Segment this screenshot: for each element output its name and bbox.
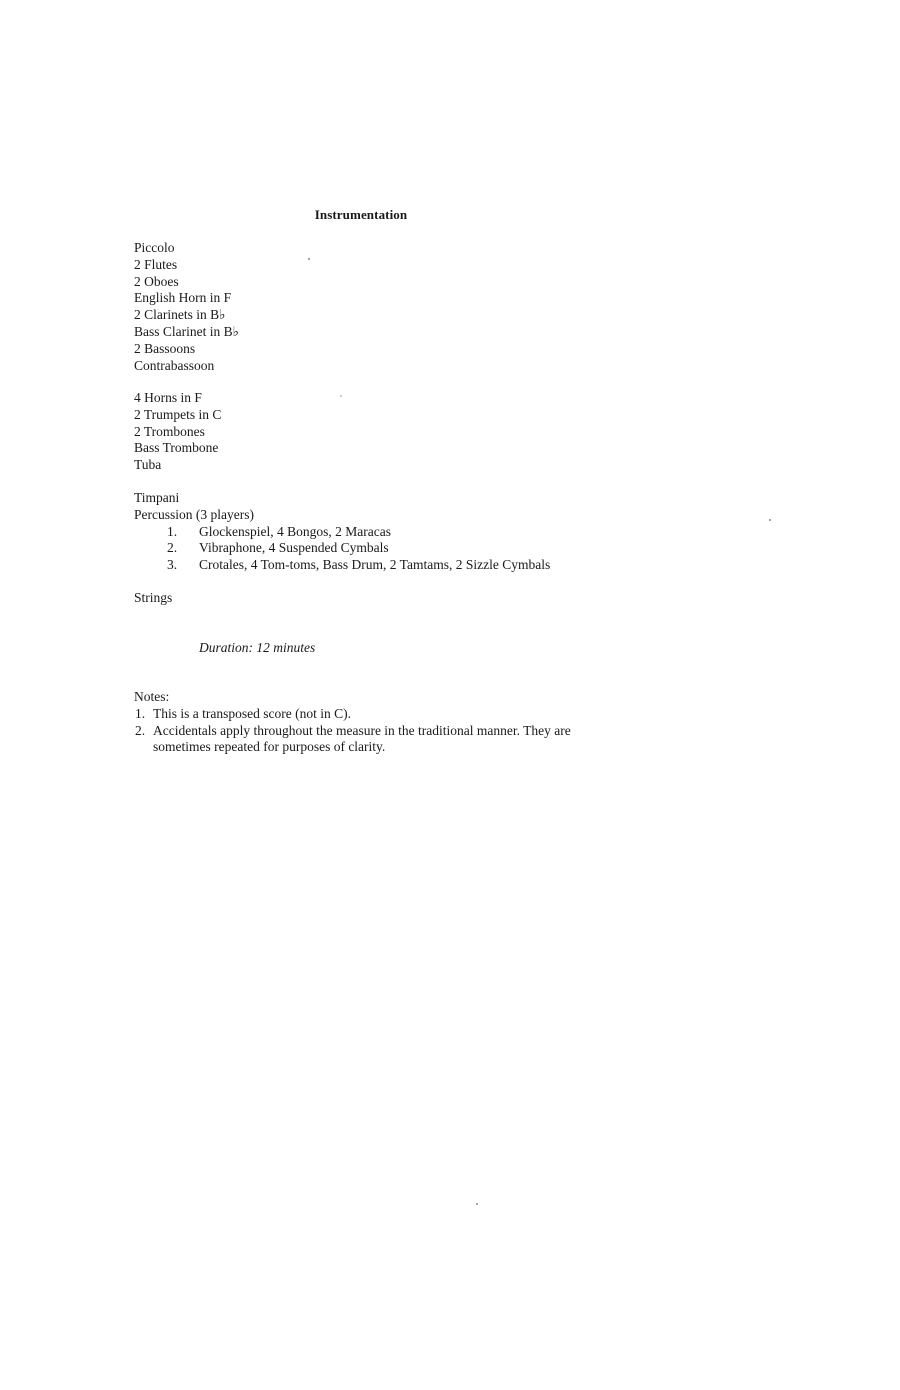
player-number: 3. — [167, 557, 178, 573]
instrument-line: Strings — [134, 590, 173, 605]
scan-speck — [769, 519, 771, 521]
instrument-line: 2 Trombones — [134, 423, 205, 439]
strings-list — [134, 590, 172, 607]
scan-speck — [308, 258, 310, 260]
note-number: 1. — [135, 705, 146, 721]
instrument-line: Timpani — [134, 490, 180, 505]
instrument-line: 2 Trumpets in C — [134, 406, 222, 422]
instrument-line: 2 Bassoons — [134, 340, 196, 356]
page-title: Instrumentation — [314, 207, 408, 222]
note-number: 2. — [135, 722, 146, 738]
percussion-player — [134, 557, 654, 574]
note-item — [134, 706, 594, 723]
percussion-heading: Percussion (3 players) — [134, 506, 254, 522]
percussion-player — [134, 540, 654, 557]
scan-speck — [476, 1203, 478, 1205]
player-instruments: Vibraphone, 4 Suspended Cymbals — [199, 540, 389, 556]
note-item — [134, 723, 594, 757]
instrument-line: Bass Clarinet in B♭ — [134, 323, 239, 339]
instrument-line: Contrabassoon — [134, 357, 215, 373]
instrument-line: Tuba — [134, 457, 162, 473]
percussion-player — [134, 524, 654, 541]
player-instruments: Glockenspiel, 4 Bongos, 2 Maracas — [199, 523, 391, 539]
percussion-list — [134, 490, 654, 574]
instrument-line: English Horn in F — [134, 290, 232, 306]
notes-section — [134, 689, 594, 756]
brass-list — [134, 390, 221, 474]
duration-text: Duration: 12 minutes — [199, 640, 316, 655]
note-text: Accidentals apply throughout the measure in the traditional manner. They are sometimes repeated for purposes of clarity. — [153, 722, 571, 755]
player-instruments: Crotales, 4 Tom-toms, Bass Drum, 2 Tamtams, 2 Sizzle Cymbals — [199, 557, 551, 573]
woodwinds-list — [134, 240, 239, 374]
scan-speck — [340, 395, 342, 397]
instrument-line: Bass Trombone — [134, 440, 219, 456]
instrument-line: 2 Clarinets in B♭ — [134, 307, 226, 323]
instrument-line: 2 Flutes — [134, 256, 178, 272]
instrument-line: 2 Oboes — [134, 273, 179, 289]
notes-heading: Notes: — [134, 689, 170, 704]
player-number: 1. — [167, 523, 178, 539]
player-number: 2. — [167, 540, 178, 556]
instrument-line: 4 Horns in F — [134, 390, 202, 405]
instrument-line: Piccolo — [134, 240, 175, 255]
note-text: This is a transposed score (not in C). — [153, 705, 351, 721]
